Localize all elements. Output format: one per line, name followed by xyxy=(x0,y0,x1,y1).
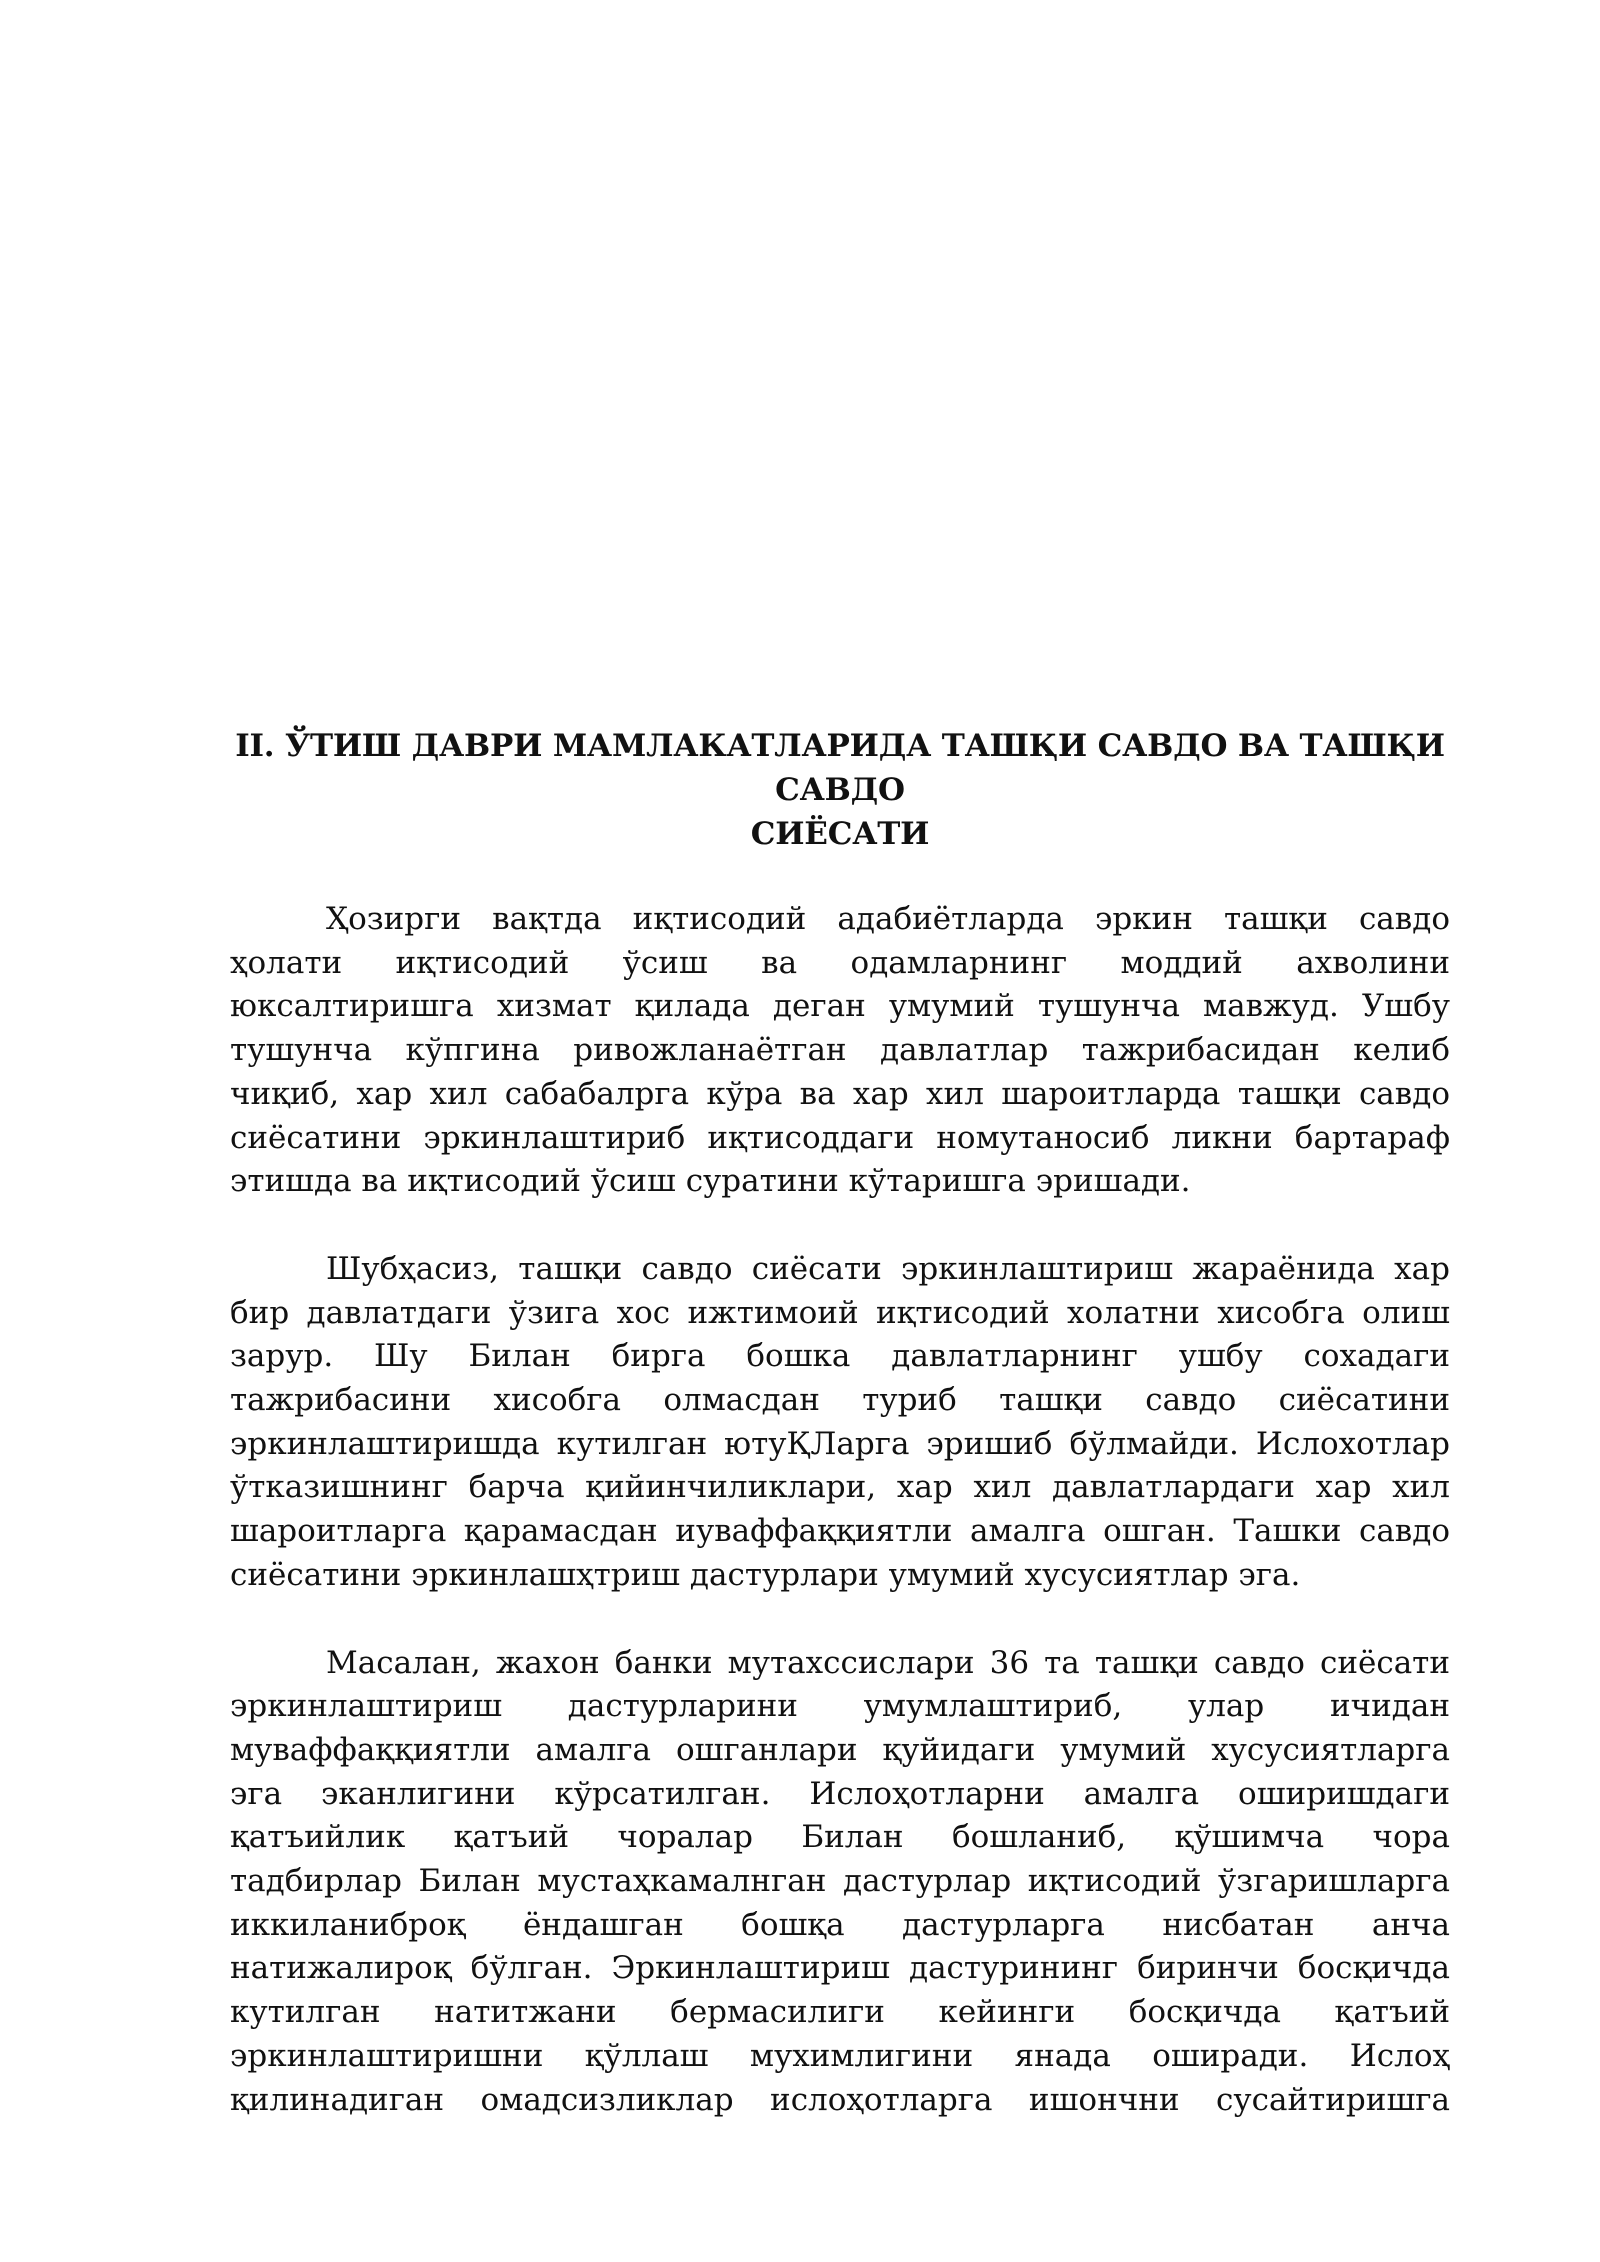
paragraph-line: этишда ва иқтисодий ўсиш суратини кўтаришга эришади. xyxy=(230,1163,1191,1200)
paragraph-line: Ҳозирги вақтда иқтисодий адабиётларда эркин ташқи савдо xyxy=(326,901,1450,937)
paragraph-1 xyxy=(230,898,1450,1204)
page-content xyxy=(230,724,1450,2122)
paragraph-line: ўтказишнинг барча қийинчиликлари, хар хил давлатлардаги хар хил xyxy=(230,1469,1450,1506)
paragraph-line: бир давлатдаги ўзига хос ижтимоий иқтисодий холатни хисобга олиш xyxy=(230,1294,1450,1331)
paragraph-line: зарур. Шу Билан бирга бошка давлатларнинг ушбу сохадаги xyxy=(230,1338,1450,1375)
paragraph-line: кутилган натитжани бермасилиги кейинги босқичда қатъий xyxy=(230,1994,1450,2031)
paragraph-line: шароитларга қарамасдан иуваффаққиятли амалга ошган. Ташки савдо xyxy=(230,1513,1450,1550)
paragraph-line: тажрибасини хисобга олмасдан туриб ташқи савдо сиёсатини xyxy=(230,1382,1450,1419)
paragraph-line: эркинлаштиришда кутилган ютуҚЛарга эришиб бўлмайди. Ислохотлар xyxy=(230,1425,1450,1462)
section-heading xyxy=(230,724,1450,856)
paragraph-line: сиёсатини эркинлаштириб иқтисоддаги номутаносиб ликни бартараф xyxy=(230,1119,1450,1156)
paragraph-line: эркинлаштириш дастурларини умумлаштириб, улар ичидан xyxy=(230,1688,1450,1725)
paragraph-line: ҳолати иқтисодий ўсиш ва одамларнинг моддий ахволини xyxy=(230,944,1450,981)
paragraph-line: тадбирлар Билан мустаҳкамалнган дастурлар иқтисодий ўзгаришларга xyxy=(230,1863,1450,1900)
paragraph-line: иккиланиброқ ёндашган бошқа дастурларга нисбатан анча xyxy=(230,1906,1450,1943)
paragraph-line: муваффаққиятли амалга ошганлари қуйидаги умумий хусусиятларга xyxy=(230,1731,1450,1768)
paragraph-line: эркинлаштиришни қўллаш мухимлигини янада оширади. Ислоҳ xyxy=(230,2037,1450,2074)
paragraph-2 xyxy=(230,1248,1450,1598)
paragraph-line: натижалироқ бўлган. Эркинлаштириш дастурининг биринчи босқичда xyxy=(230,1950,1450,1987)
paragraph-line: қилинадиган омадсизликлар ислоҳотларга ишончни сусайтиришга xyxy=(230,2081,1450,2118)
section-heading-line-1: II. ЎТИШ ДАВРИ МАМЛАКАТЛАРИДА ТАШҚИ САВДО ВА ТАШҚИ САВДО xyxy=(235,728,1445,808)
paragraph-3 xyxy=(230,1642,1450,2123)
section-heading-line-2: СИЁСАТИ xyxy=(750,816,930,852)
paragraph-line: Масалан, жахон банки мутахссислари 36 та ташқи савдо сиёсати xyxy=(326,1644,1450,1681)
paragraph-line: юксалтиришга хизмат қилада деган умумий тушунча мавжуд. Ушбу xyxy=(230,988,1450,1025)
paragraph-line: чиқиб, хар хил сабабалрга кўра ва хар хил шароитларда ташқи савдо xyxy=(230,1075,1450,1112)
paragraph-line: тушунча кўпгина ривожланаётган давлатлар тажрибасидан келиб xyxy=(230,1032,1450,1069)
paragraph-line: Шубҳасиз, ташқи савдо сиёсати эркинлаштириш жараёнида хар xyxy=(326,1250,1450,1287)
paragraph-line: сиёсатини эркинлашҳтриш дастурлари умумий хусусиятлар эга. xyxy=(230,1556,1301,1593)
paragraph-line: эга эканлигини кўрсатилган. Ислоҳотларни амалга оширишдаги xyxy=(230,1775,1450,1812)
paragraph-line: қатъийлик қатъий чоралар Билан бошланиб, қўшимча чора xyxy=(230,1819,1450,1856)
